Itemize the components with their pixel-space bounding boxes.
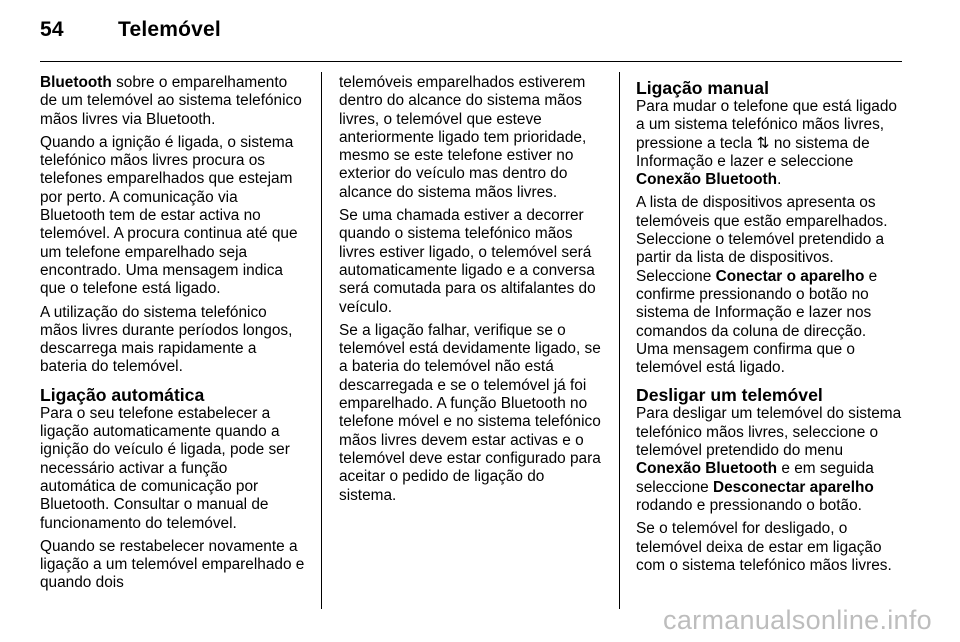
paragraph: Se a ligação falhar, verifique se o telemóvel está devidamente ligado, se a bateria do telemóvel não está descarregada e se o telemóvel já foi emparelhado. A função Bluetooth no telefone móvel e no sistema telefónico mãos livres devem estar activas e o telemóvel deve estar configurado para aceitar o pedido de ligação do sistema. xyxy=(339,321,601,504)
ui-term: Bluetooth xyxy=(40,74,112,91)
paragraph: Para o seu telefone estabelecer a ligação automaticamente quando a ignição do veículo é ligada, pode ser necessário activar a função automática de comunicação por Bluetooth. Consultar o manual de funcionamento do telemóvel. xyxy=(40,404,290,532)
ui-term: Conexão Bluetooth xyxy=(636,460,778,478)
ui-term: Conectar o aparelho xyxy=(715,267,865,285)
section-heading: Ligação manual xyxy=(636,78,769,98)
text: rodando e pressionando o botão. xyxy=(636,496,862,514)
text: . xyxy=(777,171,782,189)
section-heading: Desligar um telemóvel xyxy=(636,385,823,406)
paragraph: Quando a ignição é ligada, o sistema telefónico mãos livres procura os telefones emparelhados que estejam por perto. A comunicação via Bluetooth tem de estar activa no telemóvel. A procura continua até que um telefone emparelhado seja encontrado. Uma mensagem indica que o telefone está ligado. xyxy=(40,133,298,298)
text: A lista de dispositivos apresenta os telemóveis que estão emparelhados. Seleccione o telemóvel pretendido a partir da lista de dispositivos. Seleccione xyxy=(636,194,888,285)
paragraph xyxy=(636,194,902,377)
ui-term: Desconectar aparelho xyxy=(713,478,874,496)
paragraph: A utilização do sistema telefónico mãos livres durante períodos longos, descarrega mais rapidamente a bateria do telemóvel. xyxy=(40,303,293,376)
paragraph xyxy=(40,74,306,129)
paragraph: Se o telemóvel for desligado, o telemóvel deixa de estar em ligação com o sistema telefónico mãos livres. xyxy=(636,520,892,574)
section-heading: Ligação automática xyxy=(40,384,205,405)
column-divider xyxy=(321,72,322,609)
header-rule xyxy=(40,61,902,62)
page-title: Telemóvel xyxy=(118,18,221,41)
column-2 xyxy=(339,74,605,510)
paragraph xyxy=(636,405,902,515)
text: e em seguida seleccione xyxy=(636,460,874,496)
paragraph: Se uma chamada estiver a decorrer quando o sistema telefónico mãos livres estiver ligado, o telemóvel será automaticamente ligado e a conversa será comutada para os altifalantes do veículo. xyxy=(339,207,596,316)
page-number: 54 xyxy=(40,18,64,41)
paragraph: Quando se restabelecer novamente a ligação a um telemóvel emparelhado e quando dois xyxy=(40,537,305,592)
watermark: carmanualsonline.info xyxy=(663,605,932,635)
text: Para desligar um telemóvel do sistema telefónico mãos livres, seleccione o telemóvel pretendido do menu xyxy=(636,405,902,460)
paragraph xyxy=(636,98,902,189)
page-header xyxy=(40,18,221,48)
column-divider xyxy=(619,72,620,609)
paragraph: telemóveis emparelhados estiverem dentro do alcance do sistema mãos livres, o telemóvel que esteve anteriormente ligado tem prioridade, mesmo se este telefone estiver no exterior do veículo mas dentro do alcance do sistema mãos livres. xyxy=(339,74,587,201)
column-3 xyxy=(636,74,902,580)
text: no sistema de Informação e lazer e seleccione xyxy=(636,134,870,170)
ui-term: Conexão Bluetooth xyxy=(636,171,778,189)
text: e confirme pressionando o botão no sistema de Informação e lazer nos comandos da coluna de direcção. Uma mensagem confirma que o telemóvel está ligado. xyxy=(636,267,878,377)
text: Para mudar o telefone que está ligado a um sistema telefónico mãos livres, pressione a tecla xyxy=(636,98,897,152)
phone-key-icon: ⇅ xyxy=(756,134,770,152)
text: sobre o emparelhamento de um telemóvel ao sistema telefónico mãos livres via Bluetooth. xyxy=(40,74,302,128)
column-1 xyxy=(40,74,306,598)
